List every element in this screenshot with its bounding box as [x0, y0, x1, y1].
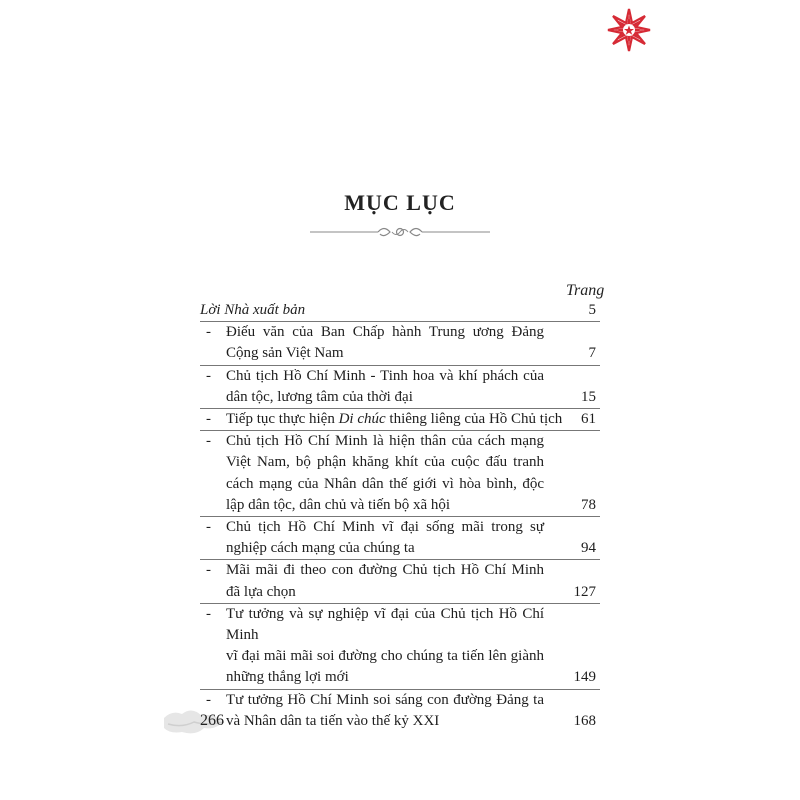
toc-entry: [200, 322, 600, 364]
entry-text-line: Điếu văn của Ban Chấp hành Trung ương Đảng: [226, 324, 544, 341]
entry-text-line: Cộng sản Việt Nam: [226, 345, 344, 362]
entry-dash: -: [206, 433, 211, 450]
entry-text-line: vĩ đại mãi mãi soi đường cho chúng ta tiến lên giành: [226, 648, 544, 665]
entry-page-number: 127: [573, 583, 596, 600]
entry-page-number: 168: [573, 712, 596, 729]
page-title: MỤC LỤC: [344, 190, 456, 215]
entry-dash: -: [206, 519, 211, 536]
entry-text-line: đã lựa chọn: [226, 583, 296, 600]
ornament-divider: [310, 222, 490, 242]
entry-page-number: 61: [581, 411, 596, 428]
entry-text-line: nghiệp cách mạng của chúng ta: [226, 540, 415, 557]
entry-text-line: Tư tưởng Hồ Chí Minh soi sáng con đường Đảng ta: [226, 691, 544, 708]
page-column-header: Trang: [566, 282, 605, 299]
entry-text-line: Chủ tịch Hồ Chí Minh - Tinh hoa và khí phách của: [226, 367, 544, 384]
entry-page-number: 5: [588, 302, 596, 318]
entry-dash: -: [206, 411, 211, 428]
toc-entry: [200, 604, 600, 689]
entry-text-line: Tư tưởng và sự nghiệp vĩ đại của Chủ tịch Hồ Chí Minh: [226, 605, 544, 644]
toc-entry: [200, 690, 600, 732]
entry-dash: -: [206, 605, 211, 622]
entry-page-number: 15: [581, 388, 596, 405]
entry-dash: -: [206, 691, 211, 708]
entry-page-number: 94: [581, 540, 596, 557]
toc-entry: [200, 560, 600, 602]
entry-text-line: Chủ tịch Hồ Chí Minh là hiện thân của cách mạng: [226, 433, 544, 450]
entry-text-line: Lời Nhà xuất bản: [200, 302, 306, 318]
entry-text-line: cách mạng của Nhân dân thế giới vì hòa bình, độc: [226, 475, 544, 492]
toc-entry: [200, 300, 600, 321]
entry-dash: -: [206, 562, 211, 579]
entry-page-number: 7: [588, 345, 596, 362]
toc-entry: [200, 517, 600, 559]
table-of-contents: [200, 300, 600, 732]
entry-text-line: Chủ tịch Hồ Chí Minh vĩ đại sống mãi trong sự: [226, 519, 544, 536]
entry-page-number: 78: [581, 496, 596, 513]
entry-text-line: và Nhân dân ta tiến vào thế kỷ XXI: [226, 712, 440, 729]
entry-dash: -: [206, 324, 211, 341]
entry-text-line: Mãi mãi đi theo con đường Chủ tịch Hồ Chí Minh: [226, 562, 544, 579]
red-star-emblem-icon: [605, 6, 653, 54]
entry-dash: -: [206, 367, 211, 384]
toc-entry: [200, 366, 600, 408]
entry-text-line: Tiếp tục thực hiện Di chúc thiêng liêng của Hồ Chủ tịch: [226, 411, 563, 428]
toc-entry: [200, 409, 600, 430]
entry-text-line: lập dân tộc, dân chủ và tiến bộ xã hội: [226, 496, 451, 513]
toc-entry: [200, 431, 600, 516]
entry-text-line: những thắng lợi mới: [226, 669, 349, 686]
entry-text-line: dân tộc, lương tâm của thời đại: [226, 388, 413, 405]
entry-page-number: 149: [573, 669, 596, 686]
page-number: 266: [200, 712, 224, 729]
entry-text-line: Việt Nam, bộ phận khăng khít của cuộc đấu tranh: [226, 454, 544, 471]
